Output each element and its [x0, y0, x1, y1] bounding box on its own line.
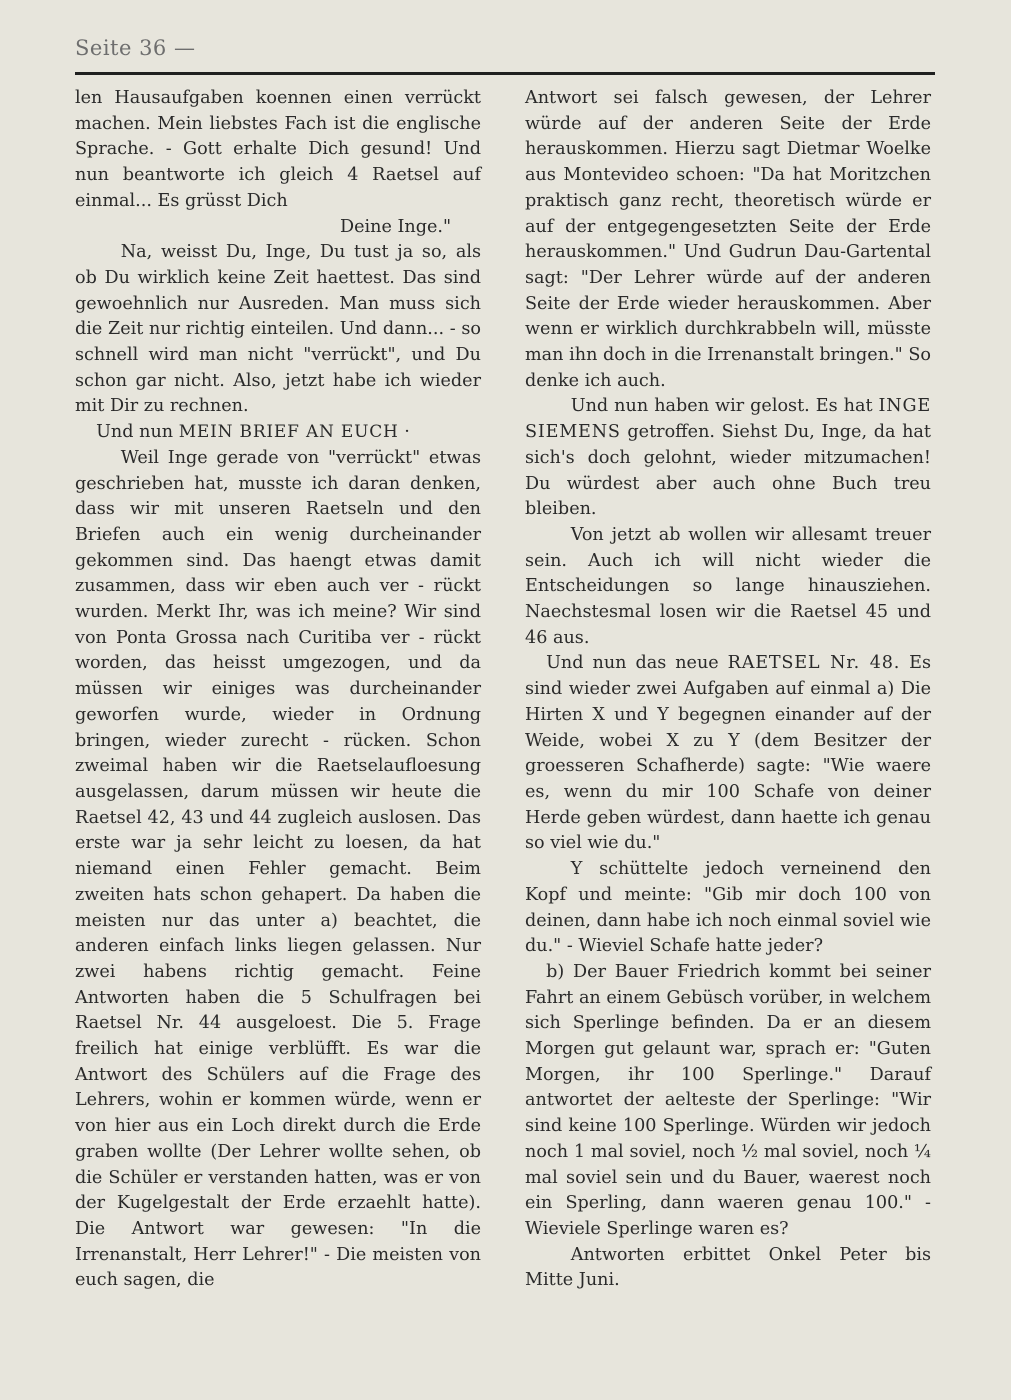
new-riddle-title: RAETSEL Nr. 48. — [727, 653, 901, 674]
riddle-part-a: Es sind wieder zwei Aufgaben auf einmal a) Die Hirten X und Y begegnen einander auf der Weide, wobei X zu Y (dem Besitzer der groesseren Schafherde) sagte: "Wie waere es, wenn du mir 100 Schafe von deiner Herde geben würdest, dann haette ich genau so viel wie du." — [525, 653, 931, 854]
winner-paragraph — [525, 394, 931, 523]
section-heading — [75, 420, 481, 446]
header-rule — [75, 72, 935, 75]
new-riddle-intro: Und nun das neue — [546, 653, 728, 674]
letter-signature: Deine Inge." — [339, 216, 452, 237]
section-heading-prefix: Und nun — [96, 422, 179, 443]
riddle-part-a-continued: Y schüttelte jedoch verneinend den Kopf und meinte: "Gib mir doch 100 von deinen, dann habe ich noch einmal soviel wie du." - Wieviel Schafe hatte jeder? — [525, 859, 931, 957]
reply-to-inge: Na, weisst Du, Inge, Du tust ja so, als ob Du wirklich keine Zeit haettest. Das sind gewoehnlich nur Ausreden. Man muss sich die Zeit nur richtig einteilen. Und dann... - so schnell wird man nicht "verrückt", und Du schon gar nicht. Also, jetzt habe ich wieder mit Dir zu rechnen. — [75, 242, 481, 417]
riddle-part-b: b) Der Bauer Friedrich kommt bei seiner Fahrt an einem Gebüsch vorüber, in welchem sich Sperlinge befinden. Da er an diesem Morgen gut gelaunt war, sprach er: "Guten Morgen, ihr 100 Sperlinge." Darauf antwortet der aelteste der Sperlinge: "Wir sind keine 100 Sperlinge. Würden wir jedoch noch 1 mal soviel, noch ½ mal soviel, noch ¼ mal soviel sein und du Bauer, waerest noch ein Sperling, dann waeren genau 100." - Wieviele Sperlinge waren es? — [525, 961, 931, 1239]
closing-line: Antworten erbittet Onkel Peter bis Mitte Juni. — [525, 1244, 931, 1291]
new-riddle-paragraph — [525, 651, 931, 857]
next-draw-paragraph: Von jetzt ab wollen wir allesamt treuer sein. Auch ich will nicht wieder die Entscheidungen so lange hinausziehen. Naechstesmal losen wir die Raetsel 45 und 46 aus. — [525, 524, 931, 648]
section-heading-suffix: · — [398, 422, 410, 443]
winner-text: getroffen. Siehst Du, Inge, da hat sich's doch gelohnt, wieder mitzumachen! Du würdest aber auch ohne Buch treu bleiben. — [525, 422, 931, 520]
winner-intro: Und nun haben wir gelost. Es hat — [570, 396, 879, 417]
right-column — [525, 86, 931, 1294]
letter-to-readers: Weil Inge gerade von "verrückt" etwas geschrieben hat, musste ich daran denken, dass wir mit unseren Raetseln und den Briefen auch ein wenig durcheinander gekommen sind. Das haengt etwas damit zusammen, dass wir eben auch ver - rückt wurden. Merkt Ihr, was ich meine? Wir sind von Ponta Grossa nach Curitiba ver - rückt worden, das heisst umgezogen, und da müssen wir einiges was durcheinander geworfen wurde, wieder in Ordnung bringen, wieder zurecht - rücken. Schon zweimal haben wir die Raetselaufloesung ausgelassen, darum müssen wir heute die Raetsel 42, 43 und 44 zugleich auslosen. Das erste war ja sehr leicht zu loesen, da hat niemand einen Fehler gemacht. Beim zweiten hats schon gehapert. Da haben die meisten nur das unter a) beachtet, die anderen einfach links liegen gelassen. Nur zwei habens richtig gemacht. Feine Antworten haben die 5 Schulfragen bei Raetsel Nr. 44 ausgeloest. Die 5. Frage freilich hat einige verblüfft. Es war die Antwort des Schülers auf die Frage des Lehrers, wohin er kommen würde, wenn er von hier aus ein Loch direkt durch die Erde graben wollte (Der Lehrer wollte sehen, ob die Schüler er verstanden hatten, was er von der Kugelgestalt der Erde erzaehlt hatte). Die Antwort war gewesen: "In die Irrenanstalt, Herr Lehrer!" - Die meisten von euch sagen, die — [75, 447, 481, 1291]
winner-name: INGE SIEMENS — [525, 396, 931, 443]
answers-discussion: Antwort sei falsch gewesen, der Lehrer würde auf der anderen Seite der Erde herauskommen. Hierzu sagt Dietmar Woelke aus Montevideo schoen: "Da hat Moritzchen praktisch ganz recht, theoretisch würde er auf der entgegengesetzten Seite der Erde herauskommen." Und Gudrun Dau-Gartental sagt: "Der Lehrer würde auf der anderen Seite der Erde wieder herauskommen. Aber wenn er wirklich durchkrabbeln will, müsste man ihn doch in die Irrenanstalt bringen." So denke ich auch. — [525, 88, 931, 391]
page-number-header: Seite 36 — — [75, 36, 196, 60]
left-column — [75, 86, 481, 1294]
section-heading-title: MEIN BRIEF AN EUCH — [178, 422, 399, 443]
letter-continuation: len Hausaufgaben koennen einen verrückt machen. Mein liebstes Fach ist die englische Sprache. - Gott erhalte Dich gesund! Und nun beantworte ich gleich 4 Raetsel auf einmal... Es grüsst Dich — [75, 88, 481, 211]
